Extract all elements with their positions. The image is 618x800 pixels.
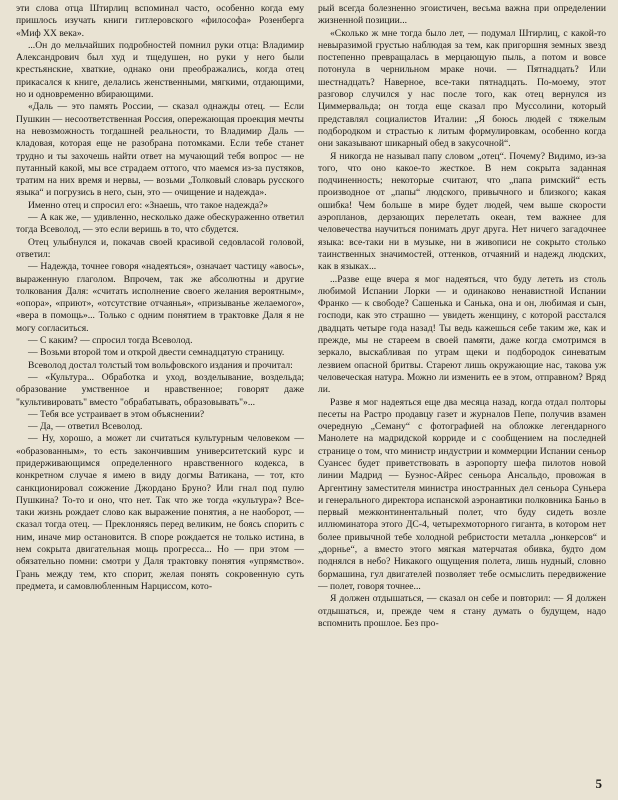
paragraph: — Да, — ответил Всеволод.: [28, 421, 143, 433]
paragraph: — А как же, — удивленно, несколько даже обескураженно ответил тогда Всеволод, — это если веришь в то, что сбудется.: [16, 212, 304, 236]
paragraph: «Даль — это память России, — сказал однажды отец. — Если Пушкин — несоответственная Россия, опережающая проекция мечты на невозможность тогдашней реальности, то Владимир Даль — кладовая, которая еще не разобрана потомками. Если тебе станет трудно и ты захочешь найти ответ на мучающий тебя вопрос — не путанный какой, мы все страдаем оттого, что маемся из-за пустяков, тратим на них время и нервы, — возьми „Толковый словарь русского языка“ и погрузись в него, сын, это — очищение и надежда».: [16, 101, 304, 199]
paragraph: Всеволод достал толстый том вольфовского издания и прочитал:: [28, 359, 293, 371]
paragraph: — Ну, хорошо, а может ли считаться культурным человеком — «образованным», то есть закончившим университетский курс и придерживающимся определенного нравственного кодекса, в конкретном случае я имею в виду догмы Ватикана, — тот, кто санкционировал сожжение Джордано Бруно? Или гнал под пулю Пушкина? То-то и оно, что нет. Так что же тогда «культура»? Все-таки жизнь рождает слово как выражение понятия, а не наоборот, — сказал тогда отец. — Преклоняясь перед великим, не боясь спорить с ним, иначе мир остановится. В споре рождается не только истина, в нем сокрыта двигательная мощь прогресса... Но — при этом — обязательно помни: смотри у Даля трактовку понятия «упрямство». Грань между тем, кто спорит, желая понять сокровенную суть предмета, и самовлюбленным Нарциссом, кото-: [16, 433, 304, 592]
text-columns: [16, 3, 606, 630]
paragraph: «Сколько ж мне тогда было лет, — подумал Штирлиц, с какой-то невыразимой грустью наблюдая за тем, как пригоршня земных звезд постепенно превращалась в мерцающую пыль, а потом и вовсе потонула в чернильном мраке ночи. — Пятнадцать? Или шестнадцать? Наверное, все-таки пятнадцать. По-моему, этот разговор случился у нас после того, как отец вернулся из Циммервальда; он тогда еще сказал про Муссолини, который представлял социалистов Италии: „Я боюсь людей с тяжелым подбородком и страстью к литым формулировкам, особенно когда они заказывают шикарный обед в закусочной“.: [318, 27, 606, 150]
paragraph: ...Он до мельчайших подробностей помнил руки отца: Владимир Александрович был худ и тщедушен, но руки у него были крестьянские, хваткие, однако они преображались, когда отец прикасался к книге, делались женственными, мягкими, отдающими, но и одновременно вбирающими.: [16, 39, 304, 101]
paragraph: — Тебя все устраивает в этом объяснении?: [28, 408, 205, 420]
paragraph: — «Культура... Обработка и уход, возделывание, воздельда; образование умственное и нравственное; говорят даже "культивировать" вместо "обрабатывать, образовывать"»...: [16, 371, 304, 408]
left-column: [16, 3, 304, 630]
paragraph: ...Разве еще вчера я мог надеяться, что буду лететь из столь любимой Испании Лорки — и одинаково ненавистной Испании Франко — к свободе? Сашенька и Санька, она и он, любимая и сын, господи, как это страшно — увидеть женщину, с которой расстался двадцать четыре года назад! Ты ведь кажешься себе таким же, как и прежде, мы не стареем в своей памяти, даже когда смотримся в зеркало, выскабливая по утрам щеки и подбородок синеватым лезвием опасной бритвы. Стареют лишь окружающие нас, такова уж человеческая натура. Можно ли изменить ее в этом, отправном? Вряд ли.: [318, 273, 606, 396]
paragraph: — С каким? — спросил тогда Всеволод.: [28, 335, 193, 347]
paragraph: Отец улыбнулся и, покачав своей красивой седовласой головой, ответил:: [16, 236, 304, 260]
page-number: 5: [595, 776, 602, 791]
paragraph: — Надежда, точнее говоря «надеяться», означает частицу «авось», выраженную глаголом. Впрочем, так же абсолютны и другие толкования Даля: «считать исполнение своего желания вероятным», «опора», «приют», «отсутствие отчаянья», «призыванье желаемого», «вера в помощь»... Только с одним понятием в трактовке Даля я не могу согласиться.: [16, 261, 304, 334]
paragraph: Я никогда не называл папу словом „отец“. Почему? Видимо, из-за того, что оно какое-то жесткое. В нем сокрыта заданная подчиненность; некоторые считают, что „папа римский“ есть производное от „папы“ людского, привычного и близкого; какая ошибка! Чем больше в мире будет людей, чем выше скорости аэропланов, дерзающих перелетать океан, тем важнее для человечества научиться понимать друг друга. Нет ничего загадочнее языка: все-таки ни в музыке, ни в живописи не сокрыто столько таинственных значимостей, оттенков, отчаяний и надежд людских, как в языках...: [318, 150, 606, 273]
paragraph: эти слова отца Штирлиц вспоминал часто, особенно когда ему пришлось изучать книги гитлеровского «философа» Розенберга «Миф XX века».: [16, 3, 304, 39]
paragraph: Именно отец и спросил его: «Знаешь, что такое надежда?»: [28, 199, 269, 211]
paragraph: рый всегда болезненно эгоистичен, весьма важна при определении жизненной позиции...: [318, 3, 606, 27]
right-column: [318, 3, 606, 630]
paragraph: Разве я мог надеяться еще два месяца назад, когда отдал полторы песеты на Растро продавцу газет и журналов Пепе, получив взамен очередную „Семану“ с фотографией на обложке легендарного Манолете на мадридской корриде и с сообщением на последней странице о том, что министр индустрии и коммерции Испании сеньор Суансес будет приветствовать в аэропорту шефа пилотов новой линии Мадрид — Буэнос-Айрес сеньора Ансальдо, провожая в Аргентину заместителя министра иностранных дел сеньора Суньера и генерального директора испанской аэронавтики полковника Баньо в первый межконтинентальный полет, что буду сидеть возле иллюминатора этого ДС-4, четырехмоторного гиганта, в котором нет более привычной тебе холодной ребристости металла „юнкерсов“ и „дорнье“, а вместо этого мягкая матерчатая обивка, будто дом поднялся в небо? Никакого ощущения полета, лишь нудный, словно бормашина, гул двигателей позволяет тебе осмыслить передвижение — полет, говоря точнее...: [318, 396, 606, 592]
paragraph: — Возьми второй том и открой двести семнадцатую страницу.: [28, 347, 285, 359]
paragraph: Я должен отдышаться, — сказал он себе и повторил: — Я должен отдышаться, и, прежде чем я стану думать о будущем, надо вспомнить прошлое. Без про-: [318, 593, 606, 629]
